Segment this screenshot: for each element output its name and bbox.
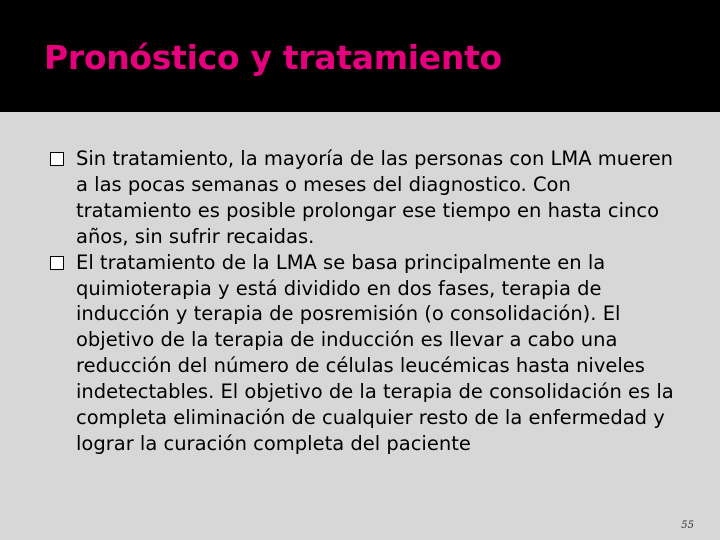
bullet-box-icon (50, 256, 64, 270)
bullet-text: El tratamiento de la LMA se basa principalmente en la quimioterapia y está dividido en dos fases, terapia de inducción y terapia de posremisión (o consolidación). El objetivo de la terapia de inducción es llevar a cabo una reducción del número de células leucémicas hasta niveles indetectables. El objetivo de la terapia de consolidación es la completa eliminación de cualquier resto de la enfermedad y lograr la curación completa del paciente (76, 250, 674, 455)
bullet-text: Sin tratamiento, la mayoría de las personas con LMA mueren a las pocas semanas o meses del diagnostico. Con tratamiento es posible prolongar ese tiempo en hasta cinco años, sin sufrir recaidas. (76, 147, 674, 248)
bullet-box-icon (50, 152, 64, 166)
bullet-list (50, 146, 690, 457)
bullet-item (50, 250, 690, 457)
title-bar (0, 0, 720, 112)
bullet-item (50, 146, 690, 250)
slide-title: Pronóstico y tratamiento (44, 38, 502, 77)
page-number: 55 (681, 520, 694, 531)
